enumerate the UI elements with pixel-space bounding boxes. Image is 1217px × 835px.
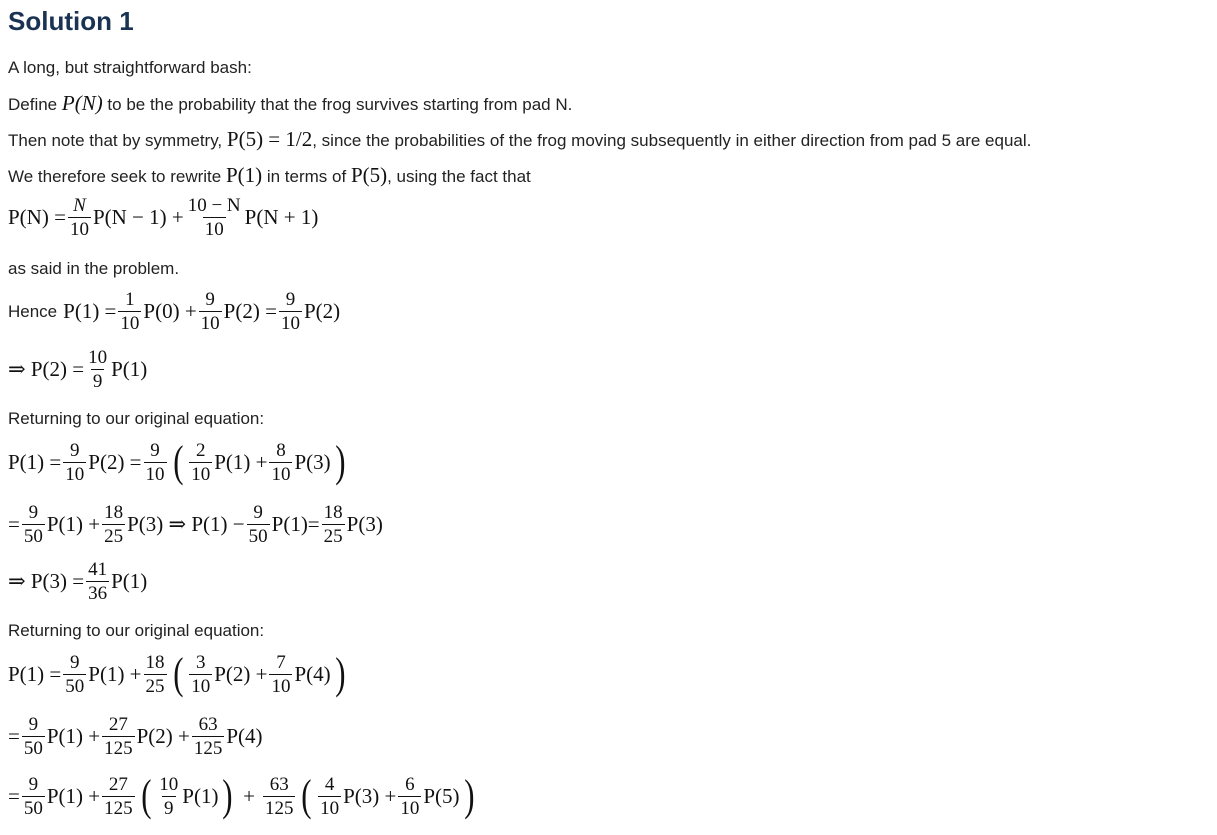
eq4-frac-4 — [269, 441, 292, 484]
eq3-frac-1 — [86, 348, 109, 391]
equation-expand-3 — [8, 649, 349, 698]
solution-heading: Solution 1 — [8, 6, 134, 36]
eq5-frac-1-den: 50 — [23, 526, 43, 547]
eq4-term-4: P(3) — [294, 449, 331, 474]
equation-p2 — [8, 348, 147, 391]
eq7-term-4: P(4) — [294, 661, 331, 686]
eq4-frac-4-num: 8 — [276, 439, 286, 461]
eq6-lhs: ⇒ P(3) = — [8, 569, 85, 593]
eq9-frac-4-den: 125 — [264, 797, 294, 819]
eq4-term-1: P(2) = — [88, 449, 142, 474]
eq9-frac-6 — [398, 775, 421, 818]
eq9-frac-2 — [102, 775, 135, 818]
eq7-frac-2 — [144, 653, 167, 696]
eq9-term-6: P(5) — [423, 783, 460, 808]
eq7-frac-1 — [63, 653, 86, 696]
eq2-frac-1-den: 10 — [120, 313, 140, 334]
eq4-frac-3 — [189, 441, 212, 484]
eq9-frac-3-num: 10 — [159, 773, 179, 795]
eq1-term-2: P(N + 1) — [244, 205, 319, 229]
eq9-plus: + — [243, 783, 255, 808]
eq4-frac-2-num: 9 — [150, 439, 160, 461]
eq7-frac-1-num: 9 — [70, 651, 80, 673]
eq6-frac-1 — [86, 560, 109, 603]
eq8-frac-2-num: 27 — [108, 714, 128, 735]
eq5-term-1: P(1) + — [46, 512, 101, 536]
eq9-frac-3 — [157, 775, 180, 818]
eq8-frac-3 — [192, 715, 225, 758]
eq7-frac-4 — [269, 653, 292, 696]
eq8-frac-2 — [102, 715, 135, 758]
returning-text-2: Returning to our original equation: — [8, 621, 265, 640]
eq4-frac-3-den: 10 — [191, 463, 211, 485]
eq1-frac-2-den: 10 — [204, 219, 224, 240]
eq7-frac-1-den: 50 — [65, 675, 85, 697]
symmetry-text-b: , since the probabilities of the frog moving subsequently in either direction from pad 5 are equal. — [312, 131, 1032, 150]
equation-expand-4 — [8, 715, 263, 758]
eq8-frac-2-den: 125 — [104, 738, 133, 759]
eq2-term-1: P(0) + — [143, 299, 197, 323]
eq8-frac-3-den: 125 — [193, 738, 223, 759]
eq9-left-paren-1: ( — [140, 771, 152, 820]
eq8-frac-1 — [22, 715, 45, 758]
eq9-frac-4-num: 63 — [269, 773, 289, 795]
symmetry-text-a: Then note that by symmetry, — [8, 131, 227, 150]
seek-line — [8, 164, 531, 188]
symmetry-math: P(5) = 1/2 — [226, 127, 313, 151]
eq9-frac-6-num: 6 — [405, 773, 415, 795]
eq2-frac-1 — [118, 290, 141, 333]
seek-text-c: , using the fact that — [387, 167, 531, 186]
eq5-frac-3 — [247, 503, 270, 546]
eq2-term-3: P(2) — [303, 299, 341, 323]
eq8-term-1: P(1) + — [46, 724, 101, 748]
define-text-a: Define — [8, 95, 62, 114]
eq4-lhs: P(1) = — [8, 449, 62, 474]
eq8-frac-3-num: 63 — [198, 714, 218, 735]
eq2-frac-2-num: 9 — [205, 289, 215, 310]
eq1-frac-1 — [68, 196, 91, 239]
eq3-lhs: ⇒ P(2) = — [8, 357, 85, 381]
eq5-frac-4-den: 25 — [323, 526, 343, 547]
eq4-frac-2 — [144, 441, 167, 484]
eq9-frac-1 — [22, 775, 45, 818]
eq9-frac-5-num: 4 — [324, 773, 335, 795]
define-text-b: to be the probability that the frog survives starting from pad N. — [102, 95, 573, 114]
eq9-term-1: P(1) + — [46, 783, 101, 808]
eq7-frac-3-num: 3 — [195, 651, 206, 673]
eq1-term-1: P(N − 1) + — [92, 205, 184, 229]
eq2-frac-3-den: 10 — [280, 313, 300, 334]
equation-hence — [8, 290, 340, 333]
eq2-frac-3 — [279, 290, 302, 333]
eq2-frac-2 — [199, 290, 222, 333]
equation-recurrence — [8, 196, 318, 239]
eq9-frac-5-den: 10 — [320, 797, 340, 819]
eq9-frac-2-num: 27 — [108, 773, 128, 795]
eq2-frac-1-num: 1 — [125, 289, 135, 310]
eq5-frac-2 — [102, 503, 125, 546]
eq4-frac-1 — [63, 441, 86, 484]
intro-text: A long, but straightforward bash: — [8, 58, 252, 77]
eq6-frac-1-num: 41 — [88, 559, 108, 580]
eq5-frac-4 — [322, 503, 345, 546]
eq2-frac-2-den: 10 — [200, 313, 220, 334]
symmetry-line — [8, 128, 1031, 152]
eq5-frac-2-den: 25 — [104, 526, 124, 547]
eq9-frac-4 — [263, 775, 296, 818]
seek-text-b: in terms of — [262, 167, 351, 186]
eq2-frac-3-num: 9 — [285, 289, 296, 310]
eq2-term-2: P(2) = — [223, 299, 277, 323]
eq8-frac-1-den: 50 — [23, 738, 43, 759]
eq4-frac-1-num: 9 — [70, 439, 80, 461]
equation-expand-5 — [8, 771, 478, 820]
eq6-frac-1-den: 36 — [88, 583, 108, 604]
eq7-term-3: P(2) + — [214, 661, 268, 686]
eq3-frac-1-den: 9 — [92, 371, 103, 392]
eq6-term-1: P(1) — [111, 569, 148, 593]
eq7-right-paren: ) — [334, 649, 346, 698]
eq1-frac-2-num: 10 − N — [187, 195, 241, 216]
eq7-term-1: P(1) + — [88, 661, 142, 686]
said-text: as said in the problem. — [8, 259, 180, 278]
eq1-frac-1-den: 10 — [69, 219, 89, 240]
eq4-left-paren: ( — [172, 437, 183, 486]
eq9-term-3: P(1) — [182, 783, 219, 808]
eq2-lhs: P(1) = — [63, 299, 117, 323]
eq7-frac-4-den: 10 — [271, 675, 291, 697]
eq4-term-3: P(1) + — [214, 449, 268, 474]
eq7-lhs: P(1) = — [8, 661, 62, 686]
hence-text: Hence — [8, 301, 58, 321]
eq8-term-2: P(2) + — [136, 724, 190, 748]
eq7-frac-2-den: 25 — [145, 675, 165, 697]
eq4-frac-4-den: 10 — [271, 463, 291, 485]
eq5-term-4: P(3) — [346, 512, 383, 536]
equation-expand-2 — [8, 503, 383, 546]
seek-text-a: We therefore seek to rewrite — [8, 167, 226, 186]
seek-math-2: P(5) — [350, 163, 388, 187]
eq5-term-3: P(1)= — [271, 512, 320, 536]
eq5-lhs: = — [8, 512, 20, 536]
eq5-frac-1-num: 9 — [28, 502, 39, 523]
eq5-frac-2-num: 18 — [104, 502, 124, 523]
eq4-right-paren: ) — [334, 437, 346, 486]
eq1-frac-2 — [186, 196, 243, 239]
eq4-frac-1-den: 10 — [65, 463, 85, 485]
eq3-term-1: P(1) — [111, 357, 148, 381]
eq9-frac-1-den: 50 — [23, 797, 43, 819]
eq7-frac-3 — [189, 653, 212, 696]
eq1-frac-1-num: N — [73, 195, 86, 216]
eq9-frac-5 — [318, 775, 341, 818]
seek-math-1: P(1) — [225, 163, 263, 187]
eq5-term-2: P(3) ⇒ P(1) − — [127, 512, 245, 536]
eq5-frac-3-den: 50 — [248, 526, 268, 547]
eq4-frac-2-den: 10 — [145, 463, 165, 485]
eq9-frac-6-den: 10 — [400, 797, 420, 819]
eq9-left-paren-2: ( — [301, 771, 312, 820]
eq8-frac-1-num: 9 — [28, 714, 39, 735]
eq8-term-3: P(4) — [226, 724, 263, 748]
define-line — [8, 92, 572, 116]
eq1-lhs: P(N) = — [8, 205, 66, 229]
eq7-frac-3-den: 10 — [191, 675, 211, 697]
eq9-frac-2-den: 125 — [104, 797, 133, 819]
eq9-lhs: = — [8, 783, 20, 808]
eq5-frac-3-num: 9 — [253, 502, 263, 523]
eq3-frac-1-num: 10 — [88, 347, 108, 368]
eq9-frac-3-den: 9 — [164, 797, 174, 819]
eq9-right-paren-1: ) — [222, 771, 233, 820]
eq8-lhs: = — [8, 724, 20, 748]
eq9-right-paren-2: ) — [463, 771, 474, 820]
returning-text-1: Returning to our original equation: — [8, 409, 265, 428]
equation-p3 — [8, 560, 147, 603]
eq9-frac-1-num: 9 — [28, 773, 39, 795]
eq5-frac-1 — [22, 503, 45, 546]
eq7-frac-4-num: 7 — [276, 651, 286, 673]
define-math: P(N) — [61, 91, 103, 115]
eq9-term-5: P(3) + — [343, 783, 397, 808]
eq5-frac-4-num: 18 — [323, 502, 343, 523]
equation-expand-1 — [8, 437, 349, 486]
eq4-frac-3-num: 2 — [195, 439, 206, 461]
eq7-left-paren: ( — [172, 649, 183, 698]
eq7-frac-2-num: 18 — [145, 651, 165, 673]
